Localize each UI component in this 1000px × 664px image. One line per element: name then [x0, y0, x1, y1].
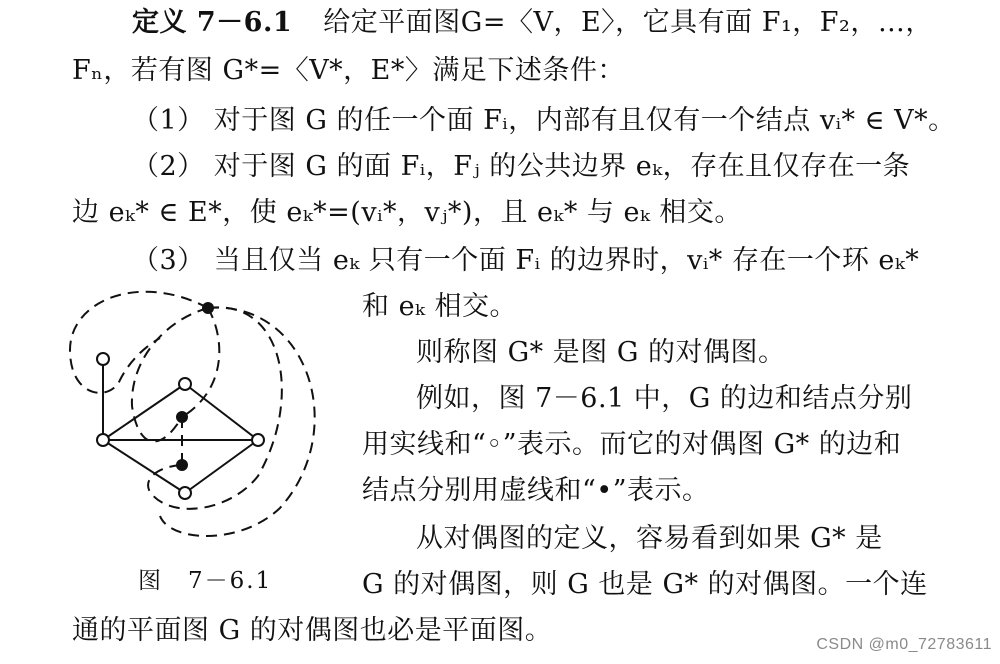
node-open	[252, 434, 264, 446]
body-line-7: 通的平面图 G 的对偶图也必是平面图。	[72, 615, 553, 646]
body-line-5: 从对偶图的定义，容易看到如果 G* 是	[416, 523, 883, 554]
definition-line-1	[132, 6, 933, 40]
definition-line-2: Fₙ，若有图 G*=〈V*，E*〉满足下述条件：	[72, 55, 625, 86]
edge-bottom-right	[185, 440, 258, 493]
dual-node	[176, 411, 188, 423]
node-open	[179, 487, 191, 499]
dual-edge-inner-left	[132, 308, 208, 441]
node-open	[179, 378, 191, 390]
watermark: CSDN @m0_72783611	[816, 636, 992, 653]
dual-edge-center	[182, 308, 219, 417]
node-open	[97, 353, 109, 365]
definition-label: 定义 7－6.1	[132, 7, 293, 38]
condition-3a: （3） 当且仅当 eₖ 只有一个面 Fᵢ 的边界时，vᵢ* 存在一个环 eₖ*	[132, 245, 920, 276]
body-line-6: G 的对偶图，则 G 也是 G* 的对偶图。一个连	[362, 569, 928, 600]
node-open	[97, 434, 109, 446]
body-line-4: 结点分别用虚线和“•”表示。	[362, 475, 710, 506]
definition-text-1: 给定平面图G=〈V，E〉，它具有面 F₁，F₂，…，	[323, 7, 933, 38]
dual-graph-figure	[50, 280, 350, 550]
condition-2a: （2） 对于图 G 的面 Fᵢ，Fⱼ 的公共边界 eₖ，存在且仅存在一条	[132, 151, 911, 182]
body-line-1: 则称图 G* 是图 G 的对偶图。	[416, 337, 786, 368]
dual-node	[176, 459, 188, 471]
condition-3b: 和 eₖ 相交。	[362, 291, 517, 322]
edge-top-right	[185, 384, 258, 440]
dual-graph-dashed-edges	[70, 292, 315, 536]
figure-caption: 图 7－6.1	[138, 568, 273, 594]
body-line-2: 例如，图 7－6.1 中，G 的边和结点分别	[416, 383, 913, 414]
condition-1: （1） 对于图 G 的任一个面 Fᵢ，内部有且仅有一个结点 vᵢ* ∈ V*。	[132, 105, 956, 136]
condition-2b: 边 eₖ* ∈ E*，使 eₖ*=(vᵢ*，vⱼ*)，且 eₖ* 与 eₖ 相交。	[72, 197, 742, 228]
dual-node	[202, 302, 214, 314]
body-line-3: 用实线和“◦”表示。而它的对偶图 G* 的边和	[362, 429, 902, 460]
